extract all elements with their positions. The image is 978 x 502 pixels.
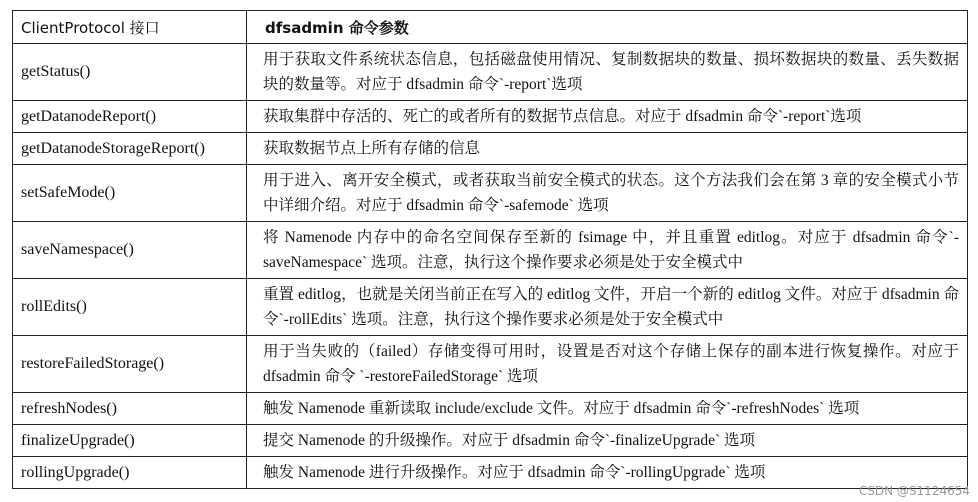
method-description: 用于进入、离开安全模式，或者获取当前安全模式的状态。这个方法我们会在第 3 章的安全模式小节中详细介绍。对应于 dfsadmin 命令`-safemode` 选项: [247, 165, 968, 222]
table-row: [13, 279, 968, 336]
method-description: 获取集群中存活的、死亡的或者所有的数据节点信息。对应于 dfsadmin 命令`-report`选项: [247, 101, 968, 133]
method-name: refreshNodes(): [13, 393, 247, 425]
method-description: 获取数据节点上所有存储的信息: [247, 133, 968, 165]
method-name: restoreFailedStorage(): [13, 336, 247, 393]
table-row: [13, 222, 968, 279]
table-row: [13, 393, 968, 425]
method-name: getDatanodeReport(): [13, 101, 247, 133]
method-description: 用于获取文件系统状态信息，包括磁盘使用情况、复制数据块的数量、损坏数据块的数量、丢失数据块的数量等。对应于 dfsadmin 命令`-report`选项: [247, 44, 968, 101]
table-row: [13, 44, 968, 101]
method-description: 触发 Namenode 重新读取 include/exclude 文件。对应于 dfsadmin 命令`-refreshNodes` 选项: [247, 393, 968, 425]
table-row: [13, 425, 968, 457]
table-header-row: [13, 11, 968, 44]
api-table-container: [12, 10, 967, 489]
method-name: getStatus(): [13, 44, 247, 101]
table-row: [13, 457, 968, 489]
header-interface: ClientProtocol 接口: [13, 11, 247, 44]
method-name: finalizeUpgrade(): [13, 425, 247, 457]
method-name: rollEdits(): [13, 279, 247, 336]
method-description: 重置 editlog，也就是关闭当前正在写入的 editlog 文件，开启一个新的 editlog 文件。对应于 dfsadmin 命令`-rollEdits` 选项。注意，执行这个操作要求必须是处于安全模式中: [247, 279, 968, 336]
table-row: [13, 101, 968, 133]
clientprotocol-dfsadmin-table: [12, 10, 968, 489]
table-row: [13, 336, 968, 393]
source-watermark: CSDN @S1124654: [858, 484, 970, 498]
method-description: 将 Namenode 内存中的命名空间保存至新的 fsimage 中，并且重置 editlog。对应于 dfsadmin 命令`-saveNamespace` 选项。注意，执行这个操作要求必须是处于安全模式中: [247, 222, 968, 279]
method-name: saveNamespace(): [13, 222, 247, 279]
header-dfsadmin-params: dfsadmin 命令参数: [247, 11, 968, 44]
table-row: [13, 133, 968, 165]
method-description: 用于当失败的（failed）存储变得可用时，设置是否对这个存储上保存的副本进行恢复操作。对应于 dfsadmin 命令 `-restoreFailedStorage` 选项: [247, 336, 968, 393]
method-description: 提交 Namenode 的升级操作。对应于 dfsadmin 命令`-finalizeUpgrade` 选项: [247, 425, 968, 457]
table-row: [13, 165, 968, 222]
method-name: rollingUpgrade(): [13, 457, 247, 489]
method-description: 触发 Namenode 进行升级操作。对应于 dfsadmin 命令`-rollingUpgrade` 选项: [247, 457, 968, 489]
method-name: setSafeMode(): [13, 165, 247, 222]
method-name: getDatanodeStorageReport(): [13, 133, 247, 165]
